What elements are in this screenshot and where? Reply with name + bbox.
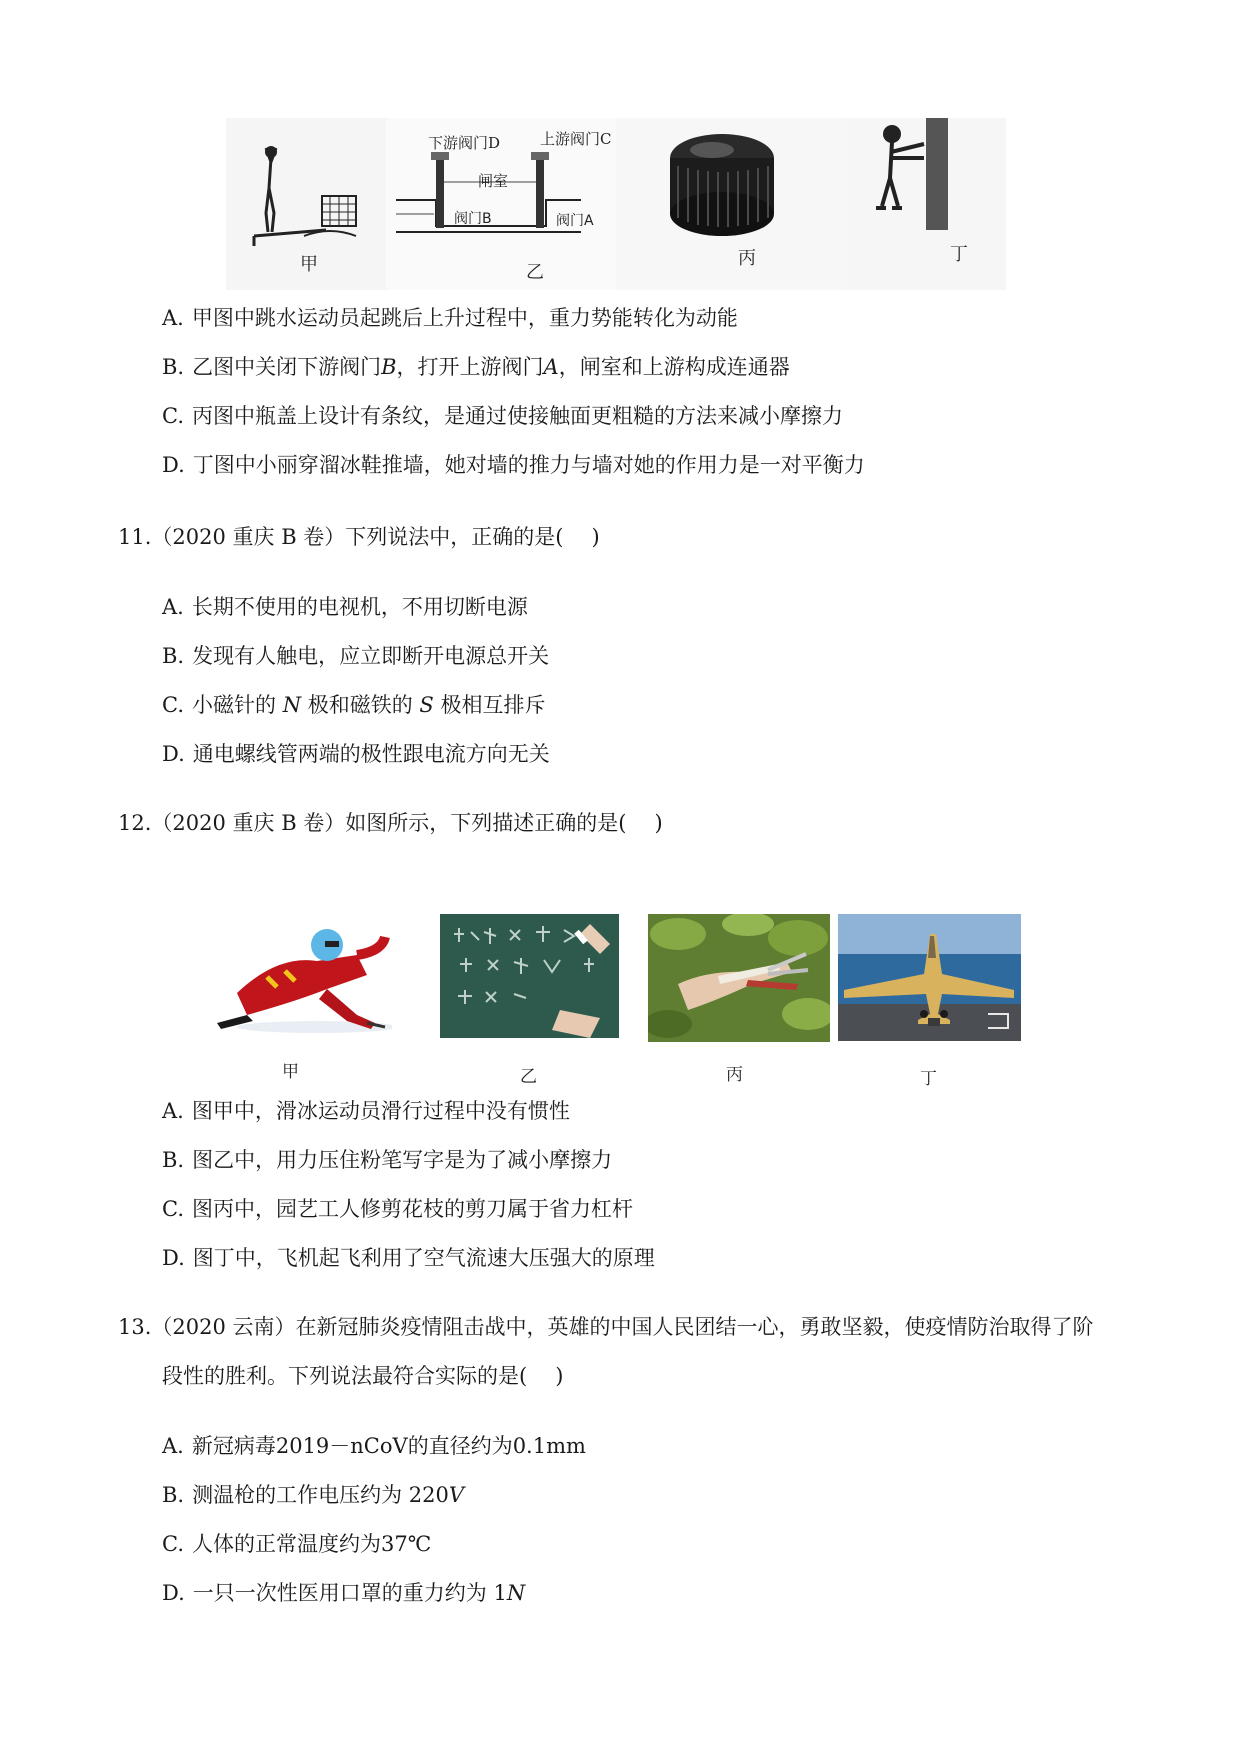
option-letter: D. [162, 1246, 185, 1270]
q12-caption-jia: 甲 [282, 1062, 299, 1082]
q12-stem [118, 808, 663, 838]
answer-paren-close: ) [591, 525, 600, 549]
q10-figure-svg [226, 118, 1006, 290]
option-text: 发现有人触电，应立即断开电源总开关 [192, 644, 550, 668]
option-letter: C. [162, 1532, 184, 1556]
q10-caption-bing: 丙 [738, 248, 756, 269]
option-letter: D. [162, 453, 185, 477]
q10-lock-label-chamber: 闸室 [478, 172, 509, 190]
unit-newton: N [506, 1581, 526, 1605]
q13-stem-line2 [162, 1361, 563, 1391]
q12-caption-ding: 丁 [920, 1069, 937, 1089]
q12-figure-jia [207, 915, 392, 1037]
question-number: 11. [118, 525, 152, 549]
option-text-mid: ，打开上游阀门 [396, 355, 544, 379]
q12-caption-bing: 丙 [726, 1065, 743, 1085]
q11-option-d [162, 739, 550, 769]
q11-option-c [162, 690, 546, 720]
q12-option-d [162, 1243, 655, 1273]
option-text-post: ，闸室和上游构成连通器 [558, 355, 790, 379]
q12-figure-yi [440, 914, 619, 1038]
question-stem-continued: 段性的胜利。下列说法最符合实际的是( [162, 1364, 528, 1388]
pruning-shears-photo [648, 914, 830, 1042]
option-letter: C. [162, 404, 184, 428]
option-letter: D. [162, 1581, 185, 1605]
option-text-pre: 测温枪的工作电压约为 220 [192, 1483, 449, 1507]
q10-lock-label-valve-a: 阀门A [556, 213, 594, 229]
q10-option-a [162, 303, 738, 333]
q10-lock-label-valve-b: 阀门B [454, 211, 492, 227]
q11-stem [118, 522, 600, 552]
q13-option-c [162, 1529, 431, 1559]
q12-option-a [162, 1096, 570, 1126]
q13-option-d [162, 1578, 525, 1608]
fighter-jet-photo [838, 914, 1021, 1041]
option-text: 图丁中，飞机起飞利用了空气流速大压强大的原理 [192, 1246, 655, 1270]
variable-n: N [282, 693, 302, 717]
question-stem: （2020 重庆 B 卷）下列说法中，正确的是( [151, 525, 564, 549]
answer-paren-close: ) [654, 811, 663, 835]
option-letter: D. [162, 742, 185, 766]
question-stem: （2020 重庆 B 卷）如图所示，下列描述正确的是( [151, 811, 627, 835]
option-letter: C. [162, 693, 184, 717]
question-number: 13. [118, 1315, 152, 1339]
option-letter: A. [162, 1434, 184, 1458]
option-text-pre: 小磁针的 [192, 693, 283, 717]
q10-lock-label-down-gate: 下游阀门D [428, 134, 501, 152]
question-number: 12. [118, 811, 152, 835]
q12-figure-bing [648, 914, 830, 1042]
q11-option-a [162, 592, 528, 622]
q10-lock-label-up-gate: 上游阀门C [540, 130, 612, 148]
option-text: 甲图中跳水运动员起跳后上升过程中，重力势能转化为动能 [191, 306, 738, 330]
option-letter: B. [162, 1483, 185, 1507]
option-text: 通电螺线管两端的极性跟电流方向无关 [192, 742, 550, 766]
option-text: 新冠病毒2019－nCoV的直径约为0.1mm [191, 1434, 586, 1458]
q10-option-b [162, 352, 790, 382]
option-text-pre: 乙图中关闭下游阀门 [192, 355, 382, 379]
option-letter: A. [162, 595, 184, 619]
option-letter: B. [162, 644, 185, 668]
q10-option-d [162, 450, 865, 480]
q12-figure-ding [838, 914, 1021, 1041]
variable-s: S [419, 693, 434, 717]
option-text: 图甲中，滑冰运动员滑行过程中没有惯性 [191, 1099, 570, 1123]
unit-volt: V [448, 1483, 465, 1507]
bottle-cap-photo [616, 118, 846, 290]
option-text: 图乙中，用力压住粉笔写字是为了减小摩擦力 [192, 1148, 613, 1172]
option-text: 图丙中，园艺工人修剪花枝的剪刀属于省力杠杆 [192, 1197, 633, 1221]
option-text-pre: 一只一次性医用口罩的重力约为 1 [192, 1581, 507, 1605]
q12-option-b [162, 1145, 612, 1175]
q12-caption-yi: 乙 [520, 1067, 537, 1087]
q10-figure [226, 118, 1006, 290]
q13-option-a [162, 1431, 586, 1461]
option-text: 长期不使用的电视机，不用切断电源 [191, 595, 528, 619]
girl-pushing-wall-illustration [846, 118, 1006, 290]
q13-stem-line1 [118, 1312, 1094, 1342]
option-letter: A. [162, 1099, 184, 1123]
answer-paren-close: ) [555, 1364, 564, 1388]
variable-b: B [381, 355, 397, 379]
option-text-mid: 极和磁铁的 [301, 693, 420, 717]
option-letter: B. [162, 1148, 185, 1172]
option-letter: C. [162, 1197, 184, 1221]
chalkboard-photo [440, 914, 619, 1038]
variable-a: A [543, 355, 559, 379]
question-stem: （2020 云南）在新冠肺炎疫情阻击战中，英雄的中国人民团结一心，勇敢坚毅，使疫情防治取得了阶 [151, 1315, 1094, 1339]
q10-caption-jia: 甲 [300, 254, 318, 275]
q10-option-c [162, 401, 843, 431]
option-letter: A. [162, 306, 184, 330]
option-text: 人体的正常温度约为37℃ [192, 1532, 432, 1556]
option-text-post: 极相互排斥 [433, 693, 546, 717]
q11-option-b [162, 641, 549, 671]
q13-option-b [162, 1480, 464, 1510]
option-text: 丁图中小丽穿溜冰鞋推墙，她对墙的推力与墙对她的作用力是一对平衡力 [192, 453, 865, 477]
speed-skater-photo [207, 915, 392, 1037]
option-letter: B. [162, 355, 185, 379]
option-text: 丙图中瓶盖上设计有条纹，是通过使接触面更粗糙的方法来减小摩擦力 [192, 404, 843, 428]
q10-caption-ding: 丁 [950, 244, 968, 265]
q12-option-c [162, 1194, 633, 1224]
q10-caption-yi: 乙 [526, 262, 544, 283]
